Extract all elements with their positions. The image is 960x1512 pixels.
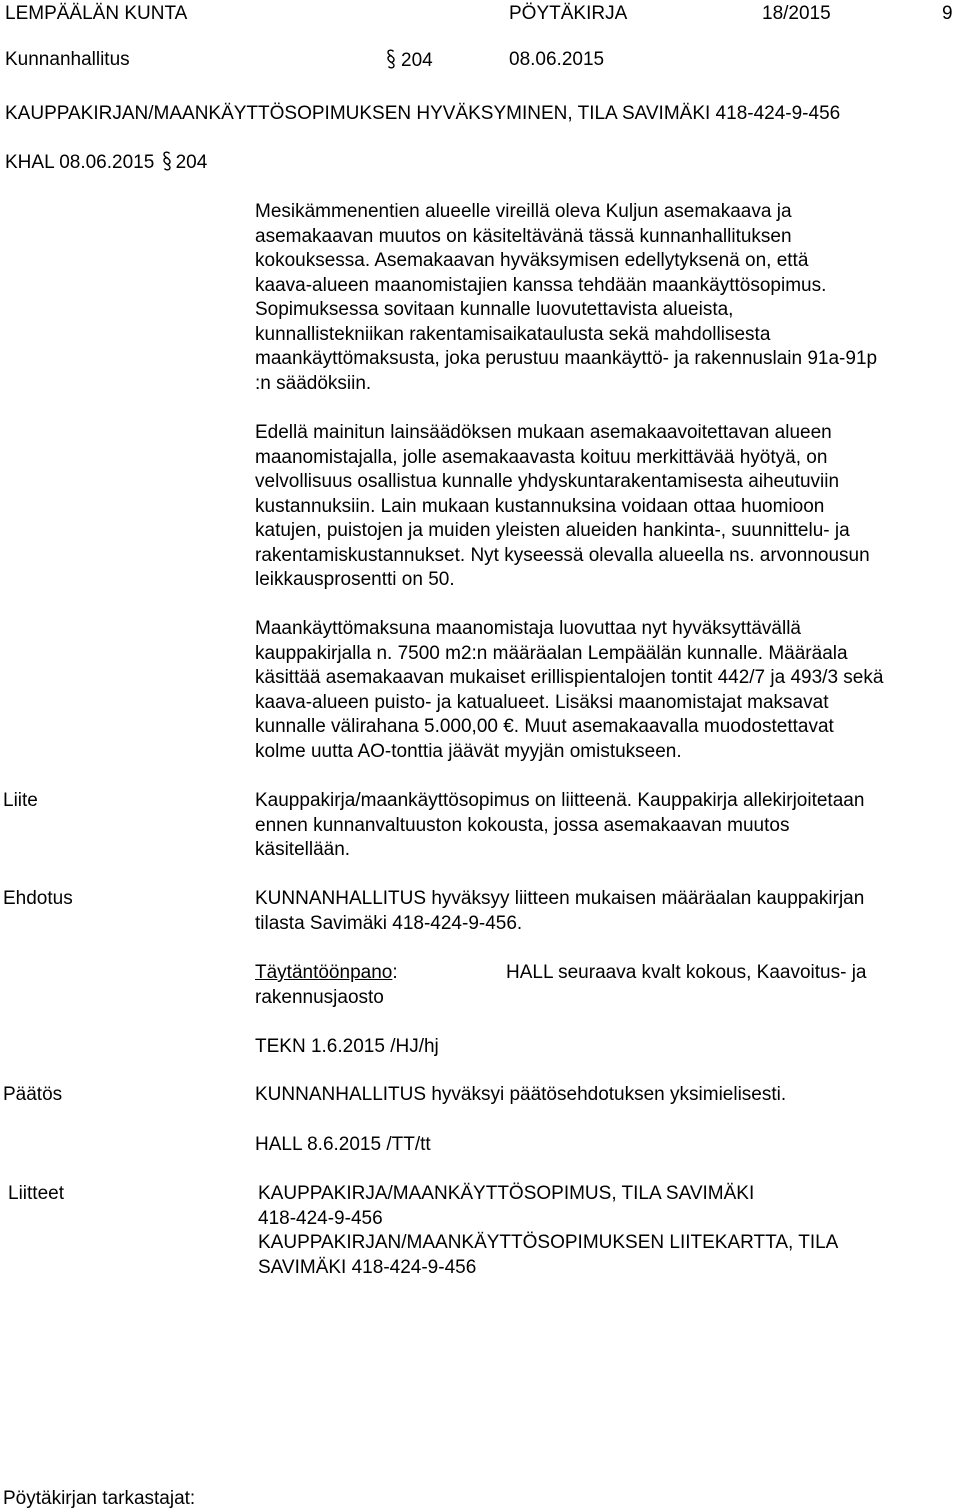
section-number bbox=[386, 48, 433, 74]
paragraph-legislation bbox=[255, 421, 960, 593]
text-line: kaava-alueen puisto- ja katualueet. Lisäksi maanomistajat maksavat bbox=[255, 691, 829, 713]
liite-label: Liite bbox=[3, 790, 38, 811]
taytantoonpano-value-cont: rakennusjaosto bbox=[255, 987, 384, 1008]
taytantoonpano-value: HALL seuraava kvalt kokous, Kaavoitus- ja bbox=[506, 962, 867, 983]
attachment-line: 418-424-9-456 bbox=[258, 1207, 383, 1229]
taytantoonpano-label bbox=[255, 961, 398, 986]
text-line: kolme uutta AO-tonttia jäävät myyjän omistukseen. bbox=[255, 740, 682, 762]
municipality-name: LEMPÄÄLÄN KUNTA bbox=[5, 3, 188, 24]
liitteet-list bbox=[258, 1182, 960, 1280]
text-line: Maankäyttömaksuna maanomistaja luovuttaa nyt hyväksyttävällä bbox=[255, 618, 801, 639]
section-number-value: 204 bbox=[401, 50, 433, 71]
document-number: 18/2015 bbox=[762, 3, 831, 24]
previous-handling-ref bbox=[5, 150, 207, 176]
text-line: maanomistajalla, jolle asemakaavasta koituu merkittävää hyötyä, on bbox=[255, 446, 828, 468]
meeting-date: 08.06.2015 bbox=[509, 49, 605, 70]
label-colon: : bbox=[392, 962, 398, 983]
text-line: katujen, puistojen ja muiden yleisten alueiden hankinta-, suunnittelu- ja bbox=[255, 520, 850, 541]
document-type: PÖYTÄKIRJA bbox=[509, 3, 628, 24]
hall-signature: HALL 8.6.2015 /TT/tt bbox=[255, 1134, 431, 1155]
paatos-text: KUNNANHALLITUS hyväksyi päätösehdotuksen yksimielisesti. bbox=[255, 1084, 787, 1105]
section-sign-icon bbox=[386, 48, 396, 70]
liite-text bbox=[255, 789, 960, 863]
page-number: 9 bbox=[942, 3, 953, 24]
text-line: Sopimuksessa sovitaan kunnalle luovutettavista alueista, bbox=[255, 299, 734, 320]
text-line: velvollisuus osallistua kunnalle yhdyskuntarakentamisesta aiheutuviin bbox=[255, 471, 840, 492]
text-line: kustannuksiin. Lain mukaan kustannuksina voidaan ottaa huomioon bbox=[255, 495, 825, 517]
text-line: kauppakirjalla n. 7500 m2:n määräalan Lempäälän kunnalle. Määräala bbox=[255, 642, 848, 664]
liitteet-label: Liitteet bbox=[8, 1183, 64, 1204]
ehdotus-label: Ehdotus bbox=[3, 888, 73, 909]
text-line: kokouksessa. Asemakaavan hyväksymisen edellytyksenä on, että bbox=[255, 250, 809, 271]
attachment-line: SAVIMÄKI 418-424-9-456 bbox=[258, 1256, 477, 1278]
text-line: asemakaavan muutos on käsiteltävänä tässä kunnanhallituksen bbox=[255, 225, 792, 247]
text-line: Kauppakirja/maankäyttösopimus on liitteenä. Kauppakirja allekirjoitetaan bbox=[255, 790, 865, 811]
paragraph-background bbox=[255, 200, 960, 396]
agenda-title: KAUPPAKIRJAN/MAANKÄYTTÖSOPIMUKSEN HYVÄKSYMINEN, TILA SAVIMÄKI 418-424-9-456 bbox=[5, 103, 841, 124]
text-line: rakentamiskustannukset. Nyt kyseessä olevalla alueella ns. arvonnousun bbox=[255, 544, 870, 566]
ref-section: 204 bbox=[175, 152, 208, 173]
text-line: kaava-alueen maanomistajien kanssa tehdään maankäyttösopimus. bbox=[255, 274, 827, 296]
text-line: kunnallistekniikan rakentamisaikataulusta sekä mahdollisesta bbox=[255, 323, 771, 345]
text-line: ennen kunnanvaltuuston kokousta, jossa asemakaavan muutos bbox=[255, 814, 790, 836]
text-line: leikkausprosentti on 50. bbox=[255, 569, 455, 590]
taytantoonpano-label-text: Täytäntöönpano bbox=[255, 962, 393, 983]
minutes-reviewers-label: Pöytäkirjan tarkastajat: bbox=[3, 1488, 196, 1509]
text-line: kunnalle välirahana 5.000,00 €. Muut asemakaavalla muodostettavat bbox=[255, 716, 834, 737]
paragraph-land-use-fee bbox=[255, 617, 960, 764]
tekn-signature: TEKN 1.6.2015 /HJ/hj bbox=[255, 1036, 439, 1057]
governing-body: Kunnanhallitus bbox=[5, 49, 130, 70]
text-line: Edellä mainitun lainsäädöksen mukaan asemakaavoitettavan alueen bbox=[255, 422, 832, 443]
paatos-label: Päätös bbox=[3, 1084, 63, 1105]
text-line: tilasta Savimäki 418-424-9-456. bbox=[255, 912, 523, 934]
text-line: maankäyttömaksusta, joka perustuu maankäyttö- ja rakennuslain 91a-91p bbox=[255, 348, 878, 369]
section-sign-icon bbox=[162, 150, 172, 172]
ehdotus-text bbox=[255, 887, 960, 936]
text-line: käsittää asemakaavan mukaiset erillispientalojen tontit 442/7 ja 493/3 sekä bbox=[255, 667, 884, 688]
text-line: :n säädöksiin. bbox=[255, 372, 372, 394]
text-line: käsitellään. bbox=[255, 839, 351, 860]
text-line: Mesikämmenentien alueelle vireillä oleva Kuljun asemakaava ja bbox=[255, 201, 792, 222]
attachment-line: KAUPPAKIRJAN/MAANKÄYTTÖSOPIMUKSEN LIITEKARTTA, TILA bbox=[258, 1232, 839, 1253]
ref-label: KHAL 08.06.2015 bbox=[5, 152, 155, 173]
text-line: KUNNANHALLITUS hyväksyy liitteen mukaisen määräalan kauppakirjan bbox=[255, 888, 865, 909]
attachment-line: KAUPPAKIRJA/MAANKÄYTTÖSOPIMUS, TILA SAVIMÄKI bbox=[258, 1183, 755, 1204]
